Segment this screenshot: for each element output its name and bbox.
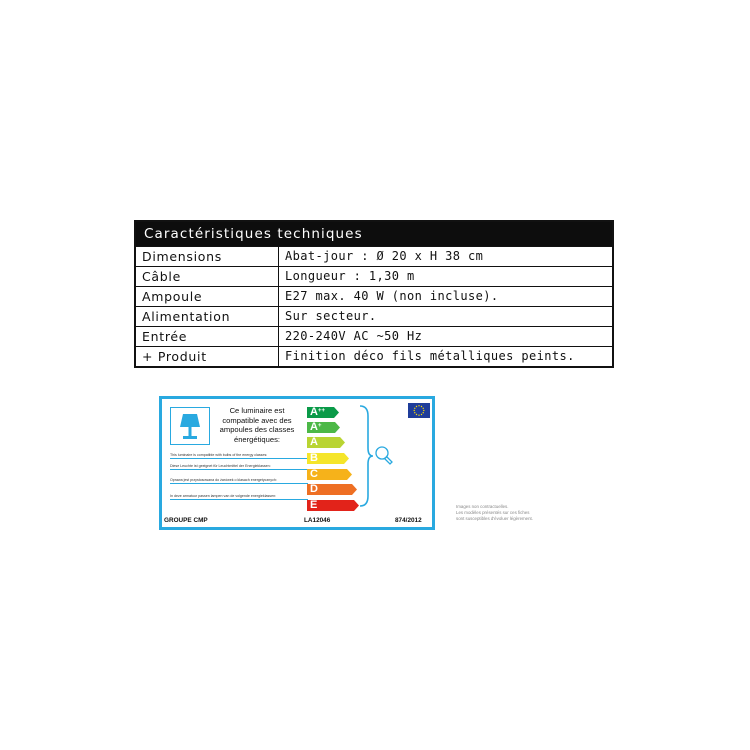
specifications-table	[134, 220, 614, 368]
class-letter: B	[310, 452, 318, 464]
class-letter: E	[310, 499, 318, 511]
spec-key: Ampoule	[136, 287, 279, 306]
class-letter: A++	[310, 406, 325, 418]
title-line: Ce luminaire est	[229, 406, 285, 415]
class-letter: A	[310, 436, 318, 448]
table-row	[136, 306, 612, 326]
title-line: compatible avec des	[222, 415, 292, 425]
eu-flag-icon	[408, 403, 430, 418]
product-reference: LA12046	[304, 517, 331, 524]
spec-value: E27 max. 40 W (non incluse).	[285, 289, 499, 303]
title-line: énergétiques:	[233, 434, 281, 444]
lang-line-pl: Oprawa jest przystosowana do żarówek o klasach energetycznych:	[170, 478, 308, 484]
table-row	[136, 246, 612, 266]
lang-line-de: Diese Leuchte ist geeignet für Leuchtmittel der Energieklassen:	[170, 464, 308, 470]
table-row	[136, 346, 612, 366]
lang-line-en: This luminaire is compatible with bulbs of the energy classes:	[170, 453, 308, 459]
brand-name: GROUPE CMP	[164, 517, 208, 524]
disclaimer	[456, 504, 556, 522]
lamp-icon	[170, 407, 210, 445]
class-letter: D	[310, 483, 318, 495]
bulb-icon	[374, 445, 396, 467]
spec-value: Finition déco fils métalliques peints.	[285, 349, 575, 363]
spec-value: Abat-jour : Ø 20 x H 38 cm	[285, 249, 484, 263]
title-line: ampoules des classes	[219, 425, 295, 435]
label-title	[214, 406, 300, 444]
specifications-header: Caractéristiques techniques	[136, 222, 612, 246]
table-row	[136, 266, 612, 286]
spec-key: Alimentation	[136, 307, 279, 326]
disclaimer-line: Les modèles présentés sur ces fiches	[456, 510, 530, 515]
table-row	[136, 286, 612, 306]
disclaimer-line: sont susceptibles d'évoluer légèrement.	[456, 516, 533, 521]
spec-value: Sur secteur.	[285, 309, 377, 323]
class-letter: C	[310, 468, 318, 480]
spec-value: 220-240V AC ~50 Hz	[285, 329, 423, 343]
energy-label	[159, 396, 435, 530]
lang-line-nl: In deze armatuur passen lampen van de volgende energieklassen:	[170, 494, 308, 500]
spec-key: Entrée	[136, 327, 279, 346]
disclaimer-line: Images non contractuelles.	[456, 504, 509, 509]
spec-key: Dimensions	[136, 247, 279, 266]
spec-key: + Produit	[136, 347, 279, 366]
spec-value: Longueur : 1,30 m	[285, 269, 415, 283]
class-letter: A+	[310, 421, 322, 433]
table-row	[136, 326, 612, 346]
brace-icon	[358, 404, 374, 508]
regulation-number: 874/2012	[395, 517, 422, 524]
spec-key: Câble	[136, 267, 279, 286]
